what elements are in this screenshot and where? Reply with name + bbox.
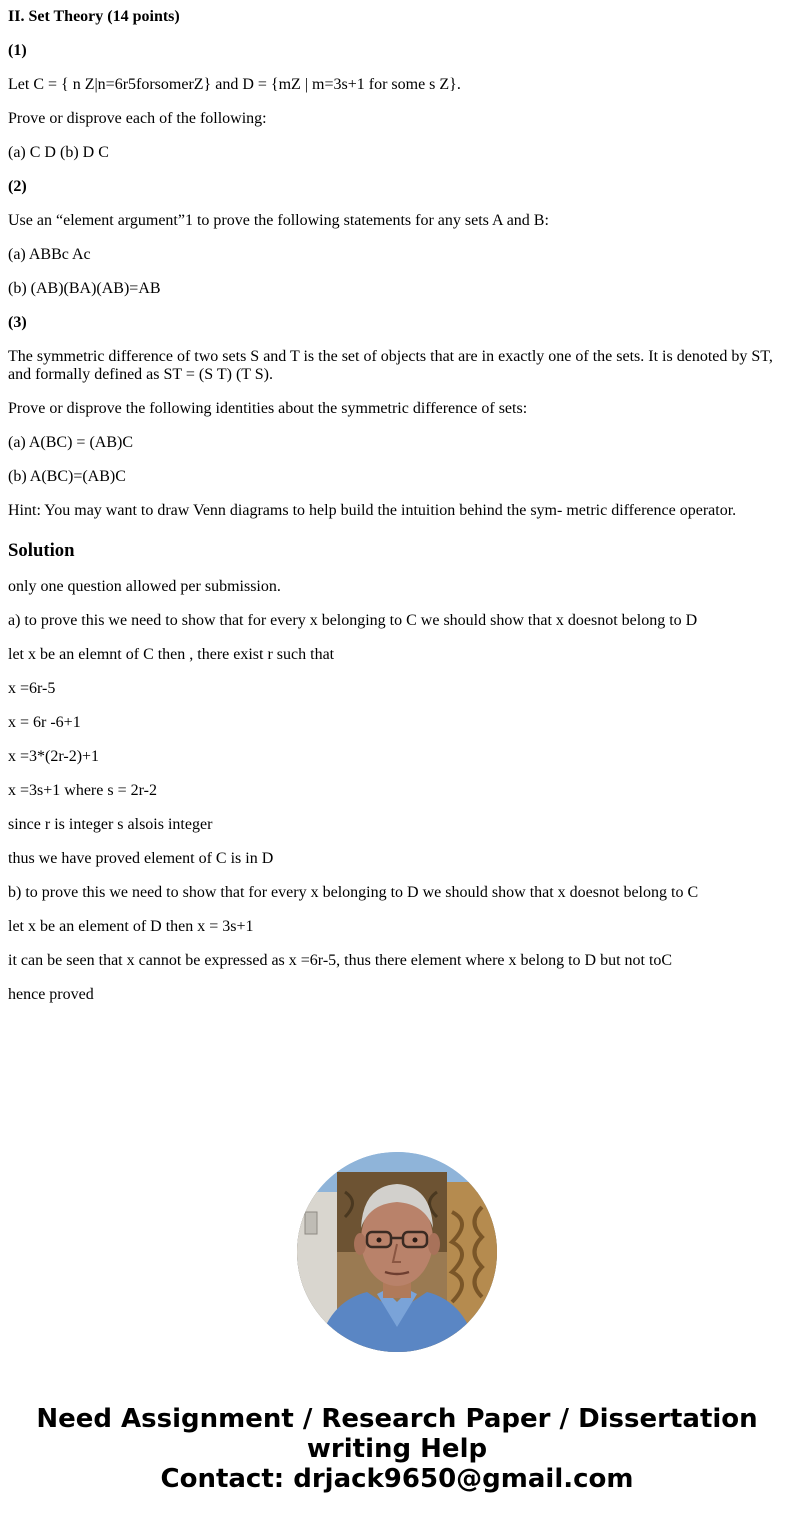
solution-line: let x be an elemnt of C then , there exist r such that [8,646,335,663]
section-title: II. Set Theory (14 points) [8,8,180,25]
solution-line: since r is integer s alsois integer [8,816,213,833]
solution-line: x = 6r -6+1 [8,714,81,731]
solution-line: b) to prove this we need to show that for every x belonging to D we should show that x doesnot belong to C [8,884,699,901]
promo-contact: Contact: drjack9650@gmail.com [160,1464,634,1494]
part-label-2: (2) [8,178,27,195]
solution-line: it can be seen that x cannot be expressed as x =6r-5, thus there element where x belong to D but not toC [8,952,673,969]
part-3-line: Prove or disprove the following identities about the symmetric difference of sets: [8,400,528,417]
part-1-line: Let C = { n Z|n=6r5forsomerZ} and D = {mZ | m=3s+1 for some s Z}. [8,76,461,93]
solution-heading: Solution [8,540,75,561]
hint-text: Hint: You may want to draw Venn diagrams to help build the intuition behind the sym- metric difference operator. [8,502,737,519]
part-3-line: (b) A(BC)=(AB)C [8,468,126,485]
promo-line-2: writing Help [306,1434,488,1464]
part-2-line: Use an “element argument”1 to prove the following statements for any sets A and B: [8,212,549,229]
solution-line: let x be an element of D then x = 3s+1 [8,918,254,935]
solution-line: thus we have proved element of C is in D [8,850,274,867]
part-label-1: (1) [8,42,27,59]
document-body [8,0,786,1004]
part-3-line: (a) A(BC) = (AB)C [8,434,134,451]
tutor-photo-illustration [297,1152,497,1352]
solution-line: x =3*(2r-2)+1 [8,748,100,765]
solution-line: x =3s+1 where s = 2r-2 [8,782,157,799]
solution-line: only one question allowed per submission. [8,578,281,595]
tutor-avatar [297,1152,497,1352]
part-label-3: (3) [8,314,27,331]
solution-line: a) to prove this we need to show that for every x belonging to C we should show that x doesnot belong to D [8,612,698,629]
part-1-line: (a) C D (b) D C [8,144,109,161]
promo-footer [0,1404,794,1494]
part-3-line: The symmetric difference of two sets S and T is the set of objects that are in exactly one of the sets. It is denoted by ST, and formally defined as ST = (S T) (T S). [8,348,773,383]
promo-line-1: Need Assignment / Research Paper / Dissertation [36,1404,758,1434]
solution-line: x =6r-5 [8,680,56,697]
part-2-line: (a) ABBc Ac [8,246,91,263]
part-2-line: (b) (AB)(BA)(AB)=AB [8,280,161,297]
part-1-line: Prove or disprove each of the following: [8,110,267,127]
solution-line: hence proved [8,986,94,1003]
